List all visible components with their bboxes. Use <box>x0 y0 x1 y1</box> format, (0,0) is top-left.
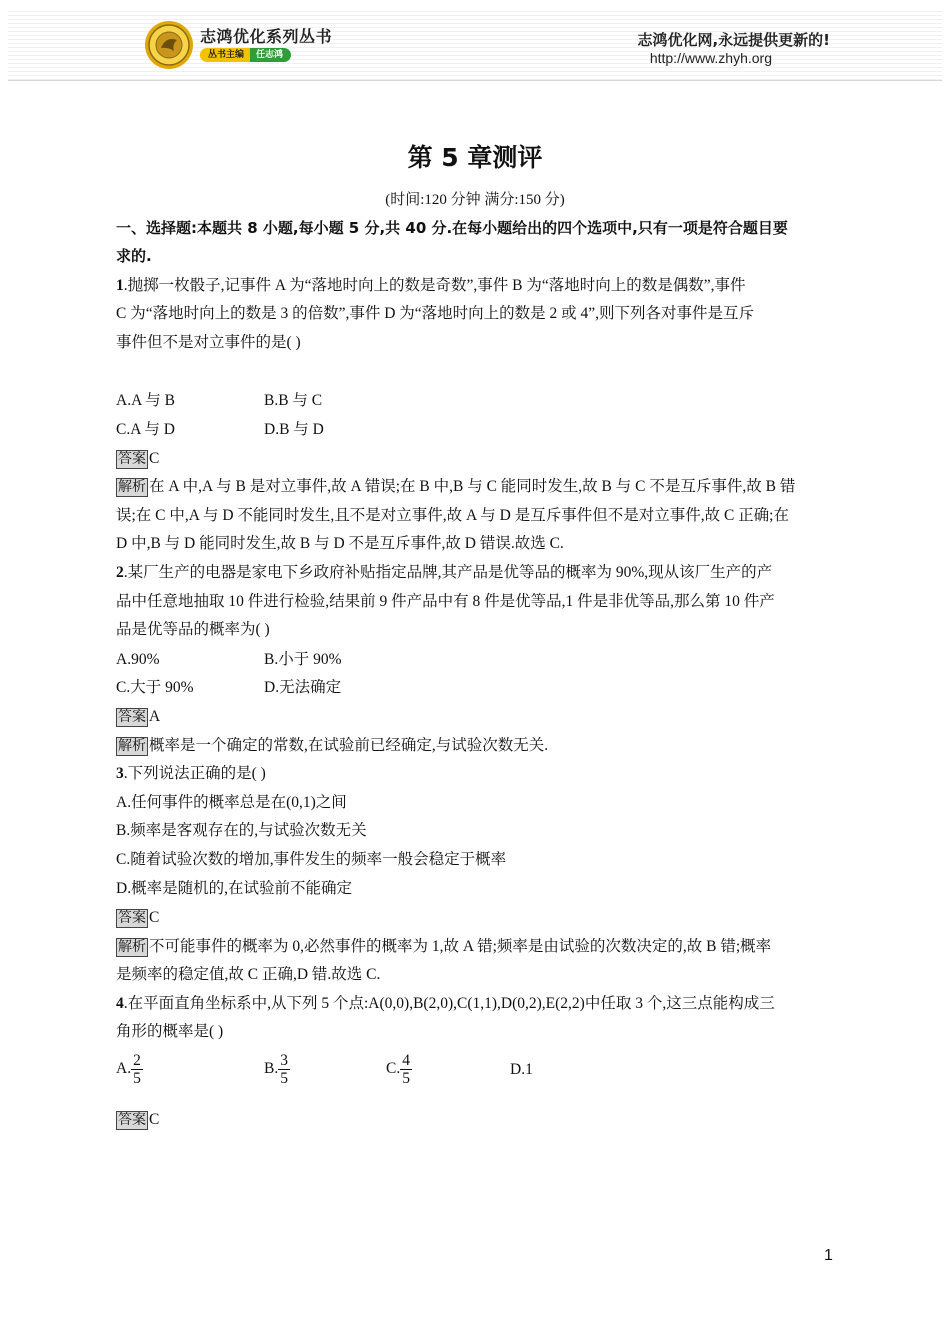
question-1-line: 1.抛掷一枚骰子,记事件 A 为“落地时向上的数是奇数”,事件 B 为“落地时向上的数是偶数”,事件 <box>116 277 746 294</box>
option-a: A.90% <box>116 651 160 668</box>
question-number: 4 <box>116 995 124 1012</box>
question-3-line: 3.下列说法正确的是( ) <box>116 765 266 782</box>
option-b: B.频率是客观存在的,与试验次数无关 <box>116 822 367 839</box>
answer-value: C <box>149 1111 160 1128</box>
option-a: A. $\frac{2}{5}$ <box>116 1052 141 1087</box>
series-editor-label: 丛书主编 <box>200 48 250 62</box>
analysis-line: D 中,B 与 D 能同时发生,故 B 与 D 不是互斥事件,故 D 错误.故选 C. <box>116 535 564 552</box>
answer-line <box>116 908 159 928</box>
answer-line <box>116 707 160 727</box>
analysis-line: 误;在 C 中,A 与 D 不能同时发生,且不是对立事件,故 A 与 D 是互斥事件但不是对立事件,故 C 正确;在 <box>116 507 789 524</box>
page-header <box>8 8 942 81</box>
answer-line <box>116 1110 159 1130</box>
series-editor-name: 任志鸿 <box>250 48 291 62</box>
fraction: $\frac{3}{5}$ <box>280 1052 288 1087</box>
question-number: 2 <box>116 564 124 581</box>
header-slogan: 志鸿优化网,永远提供更新的! <box>637 31 830 49</box>
fraction: $\frac{4}{5}$ <box>402 1052 410 1087</box>
question-4-line: 角形的概率是( ) <box>116 1023 224 1040</box>
option-a: A.任何事件的概率总是在(0,1)之间 <box>116 794 347 811</box>
answer-line <box>116 449 159 469</box>
question-number: 1 <box>116 277 124 294</box>
answer-value: C <box>149 909 160 926</box>
question-1-line: 事件但不是对立事件的是( ) <box>116 334 301 351</box>
question-1-line: C 为“落地时向上的数是 3 的倍数”,事件 D 为“落地时向上的数是 2 或 4”,则下列各对事件是互斥 <box>116 305 755 322</box>
analysis-line: 解析 在 A 中,A 与 B 是对立事件,故 A 错误;在 B 中,B 与 C 能同时发生,故 B 与 C 不是互斥事件,故 B 错 <box>118 478 796 495</box>
option-a: A.A 与 B <box>116 392 175 409</box>
section-heading-line: 求的. <box>116 247 152 265</box>
question-2-line: 品是优等品的概率为( ) <box>116 621 270 638</box>
analysis-tag: 解析 <box>118 479 146 495</box>
analysis-tag: 解析 <box>118 939 146 955</box>
answer-value: C <box>149 450 160 467</box>
analysis-line: 解析 概率是一个确定的常数,在试验前已经确定,与试验次数无关. <box>118 737 549 754</box>
option-b: B. $\frac{3}{5}$ <box>264 1052 288 1087</box>
section-heading-line: 一、选择题:本题共 8 小题,每小题 5 分,共 40 分.在每小题给出的四个选项中,只有一项是符合题目要 <box>116 219 788 237</box>
option-b: B.B 与 C <box>264 392 323 409</box>
option-c: C.随着试验次数的增加,事件发生的频率一般会稳定于概率 <box>116 851 507 868</box>
brand-name: 志鸿优化系列丛书 <box>200 27 333 46</box>
option-c: C.大于 90% <box>116 679 194 696</box>
question-4-line: 4.在平面直角坐标系中,从下列 5 个点:A(0,0),B(2,0),C(1,1),D(0,2),E(2,2)中任取 3 个,这三点能构成三 <box>116 995 775 1012</box>
page-title: 第 5 章测评 <box>407 143 543 172</box>
page-number: 1 <box>824 1247 833 1264</box>
analysis-line: 解析 不可能事件的概率为 0,必然事件的概率为 1,故 A 错;频率是由试验的次数决定的,故 B 错;概率 <box>118 938 772 955</box>
option-d: D.概率是随机的,在试验前不能确定 <box>116 880 352 897</box>
exam-time-score: (时间:120 分钟 满分:150 分) <box>385 192 565 208</box>
answer-tag: 答案 <box>118 910 146 926</box>
question-2-line: 2.某厂生产的电器是家电下乡政府补贴指定品牌,其产品是优等品的概率为 90%,现从该厂生产的产 <box>116 564 773 581</box>
answer-tag: 答案 <box>118 709 146 725</box>
option-d: D.无法确定 <box>264 679 342 696</box>
series-editor-badge <box>200 48 291 62</box>
answer-tag: 答案 <box>118 451 146 467</box>
option-c: C.A 与 D <box>116 421 175 438</box>
brand-seal-icon <box>144 20 194 70</box>
option-d: D.1 <box>510 1061 533 1078</box>
answer-tag: 答案 <box>118 1112 146 1128</box>
analysis-line: 是频率的稳定值,故 C 正确,D 错.故选 C. <box>116 966 381 983</box>
analysis-tag: 解析 <box>118 738 146 754</box>
option-b: B.小于 90% <box>264 651 342 668</box>
answer-value: A <box>149 708 161 725</box>
fraction: $\frac{2}{5}$ <box>133 1052 141 1087</box>
option-d: D.B 与 D <box>264 421 324 438</box>
question-2-line: 品中任意地抽取 10 件进行检验,结果前 9 件产品中有 8 件是优等品,1 件是非优等品,那么第 10 件产 <box>116 593 775 610</box>
option-c: C. $\frac{4}{5}$ <box>386 1052 410 1087</box>
question-number: 3 <box>116 765 124 782</box>
header-url[interactable]: http://www.zhyh.org <box>649 50 772 66</box>
